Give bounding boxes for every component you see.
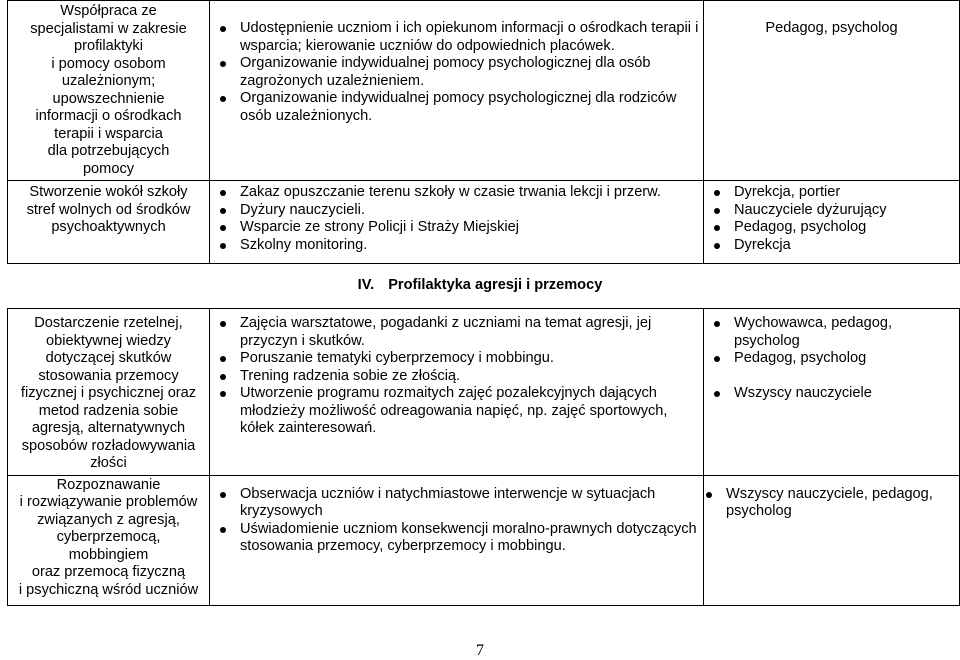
goal-cell: [8, 475, 210, 605]
list-item: Uświadomienie uczniom konsekwencji moralno-prawnych dotyczących stosowania przemocy, cyberprzemocy i mobbingu.: [240, 521, 699, 556]
tasks-cell: [210, 309, 704, 476]
list-item: Dyrekcja, portier: [734, 184, 955, 202]
list-item: Pedagog, psycholog: [734, 219, 955, 237]
goal-line: terapii i wsparcia: [54, 125, 163, 142]
goal-line: stosowania przemocy: [38, 367, 179, 384]
tasks-cell: [210, 1, 704, 181]
goal-line: pomocy: [82, 160, 135, 177]
list-item: Zakaz opuszczanie terenu szkoły w czasie trwania lekcji i przerw.: [240, 184, 699, 202]
goal-line: metod radzenia sobie: [38, 402, 179, 419]
goal-cell: [8, 1, 210, 181]
goal-line: Dostarczenie rzetelnej,: [34, 315, 183, 331]
goal-line: i psychiczną wśród uczniów: [18, 581, 199, 598]
tasks-cell: [210, 475, 704, 605]
table-row: [8, 1, 960, 181]
responsible-cell: [704, 309, 960, 476]
goal-line: agresją, alternatywnych: [31, 420, 186, 436]
goal-line: informacji o ośrodkach: [35, 108, 182, 124]
list-item: Udostępnienie uczniom i ich opiekunom informacji o ośrodkach terapii i wsparcia; kierowanie uczniów do odpowiednich placówek.: [240, 20, 699, 54]
responsible-cell: [704, 181, 960, 264]
list-item: Dyżury nauczycieli.: [240, 202, 699, 220]
goal-line: sposobów rozładowywania: [21, 437, 196, 454]
list-item: Wszyscy nauczyciele: [734, 385, 955, 403]
list-item: Organizowanie indywidualnej pomocy psychologicznej dla osób zagrożonych uzależnieniem.: [240, 55, 699, 90]
goal-line: profilaktyki: [74, 38, 143, 54]
list-item: Organizowanie indywidualnej pomocy psychologicznej dla rodziców osób uzależnionych.: [240, 90, 699, 125]
goal-cell: [8, 181, 210, 264]
list-item: Wszyscy nauczyciele, pedagog, psycholog: [726, 486, 955, 521]
list-item: Wychowawca, pedagog, psycholog: [734, 315, 955, 350]
spacer: [704, 368, 959, 386]
goal-line: Rozpoznawanie: [56, 476, 161, 493]
list-item: Utworzenie programu rozmaitych zajęć pozalekcyjnych dających młodzieży możliwość odreagowania napięć, np. zajęć sportowych, kółek zainteresowań.: [240, 385, 699, 438]
responsible-cell: [704, 1, 960, 181]
page-number: 7: [476, 642, 484, 659]
goal-line: upowszechnienie: [52, 90, 165, 107]
goal-line: Współpraca ze: [60, 3, 157, 19]
goal-line: obiektywnej wiedzy: [46, 332, 171, 349]
goal-line: i pomocy osobom: [51, 55, 166, 72]
goal-cell: [8, 309, 210, 476]
list-item: Nauczyciele dyżurujący: [734, 202, 955, 220]
section-title: Profilaktyka agresji i przemocy: [388, 277, 603, 293]
table-uzaleznienia: [7, 0, 960, 264]
responsible-line: Pedagog, psycholog: [765, 20, 898, 36]
goal-line: złości: [90, 455, 127, 471]
goal-line: związanych z agresją,: [37, 511, 180, 528]
table-row: [8, 181, 960, 264]
list-item: Wsparcie ze strony Policji i Straży Miejskiej: [240, 219, 699, 237]
goal-line: specjalistami w zakresie: [30, 20, 187, 37]
goal-line: oraz przemocą fizyczną: [31, 564, 186, 580]
table-agresja: [7, 308, 960, 606]
goal-line: i rozwiązywanie problemów: [19, 494, 198, 510]
section-heading: [0, 277, 960, 295]
goal-line: stref wolnych od środków: [26, 201, 191, 218]
list-item: Poruszanie tematyki cyberprzemocy i mobbingu.: [240, 350, 699, 368]
tasks-cell: [210, 181, 704, 264]
table-row: [8, 475, 960, 605]
list-item: Zajęcia warsztatowe, pogadanki z uczniami na temat agresji, jej przyczyn i skutków.: [240, 315, 699, 350]
list-item: Obserwacja uczniów i natychmiastowe interwencje w sytuacjach kryzysowych: [240, 486, 699, 521]
section-number: IV.: [357, 277, 375, 293]
goal-line: fizycznej i psychicznej oraz: [20, 385, 197, 401]
list-item: Pedagog, psycholog: [734, 350, 955, 368]
goal-line: cyberprzemocą,: [56, 529, 161, 545]
goal-line: dla potrzebujących: [47, 143, 170, 159]
goal-line: uzależnionym;: [61, 73, 156, 89]
list-item: Trening radzenia sobie ze złością.: [240, 368, 699, 386]
list-item: Szkolny monitoring.: [240, 237, 699, 255]
goal-line: psychoaktywnych: [51, 219, 166, 235]
goal-line: Stworzenie wokół szkoły: [29, 184, 188, 200]
goal-line: mobbingiem: [68, 546, 149, 563]
responsible-cell: [704, 475, 960, 605]
list-item: Dyrekcja: [734, 237, 955, 255]
goal-line: dotyczącej skutków: [45, 350, 172, 366]
table-row: [8, 309, 960, 476]
